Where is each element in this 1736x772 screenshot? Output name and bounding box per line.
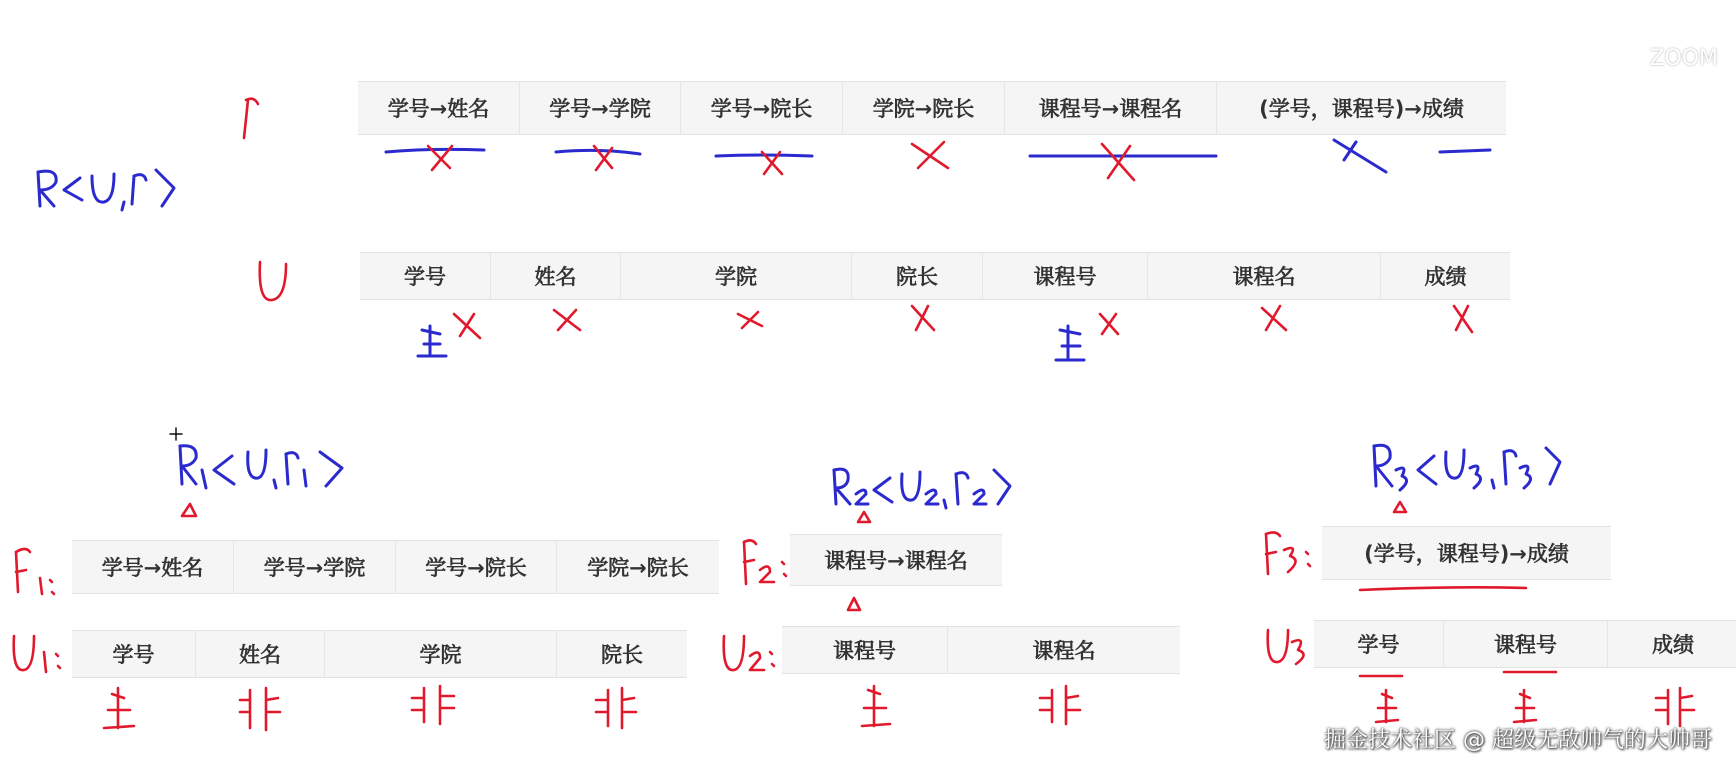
hand-label-u3 <box>1268 630 1304 664</box>
u-cell-1: 学号 <box>360 253 491 299</box>
u1-cell-2: 姓名 <box>196 631 325 677</box>
corner-logo: ZOOM <box>1649 46 1718 71</box>
f1-cell-4: 学院→院长 <box>587 556 689 580</box>
f2-cell-1: 课程号→课程名 <box>824 549 968 573</box>
marks-u2 <box>862 686 1080 726</box>
f3-cell-1: (学号，课程号)→成绩 <box>1364 542 1569 566</box>
hand-label-u1 <box>14 636 60 672</box>
hand-label-r1 <box>180 446 342 488</box>
hand-label-f2 <box>744 540 786 584</box>
u-cell-7: 成绩 <box>1424 265 1467 289</box>
watermark: 掘金技术社区 @ 超级无敌帅气的大帅哥 <box>1324 728 1712 753</box>
caret-r2 <box>858 512 870 522</box>
underline-f3 <box>1360 587 1526 590</box>
caret-f2 <box>848 598 860 610</box>
f-cell-4: 学院→院长 <box>843 82 1005 134</box>
u-cell-2: 姓名 <box>491 253 621 299</box>
f-cell-2: 学号→学院 <box>520 82 681 134</box>
u3-cell-3: 成绩 <box>1652 633 1694 657</box>
crosshair-cursor-icon <box>170 428 182 440</box>
caret-r3 <box>1394 502 1406 512</box>
u3-cell-1: 学号 <box>1314 621 1444 667</box>
hand-label-f3 <box>1266 532 1310 574</box>
hand-label-r2 <box>834 469 1010 508</box>
u-cell-5: 课程号 <box>983 253 1148 299</box>
u1-cell-3: 学院 <box>325 631 557 677</box>
f-cell-3: 学号→院长 <box>681 82 843 134</box>
hand-label-f1 <box>16 549 54 594</box>
f1-cell-3: 学号→院长 <box>396 541 557 593</box>
strike-marks-f <box>386 140 1490 180</box>
u1-cell-4: 院长 <box>601 643 643 667</box>
f1-cell-1: 学号→姓名 <box>72 541 234 593</box>
f-cell-1: 学号→姓名 <box>358 82 520 134</box>
hand-label-f <box>244 99 258 138</box>
hand-label-r-u-f <box>38 170 174 210</box>
u-cell-4: 院长 <box>852 253 983 299</box>
hand-label-u2 <box>724 636 774 670</box>
hand-label-r3 <box>1374 445 1560 490</box>
u-cell-6: 课程名 <box>1148 253 1381 299</box>
u1-cell-1: 学号 <box>72 631 196 677</box>
f-cell-5: 课程号→课程名 <box>1005 82 1217 134</box>
marks-u1 <box>104 686 636 730</box>
caret-r1 <box>182 504 196 516</box>
marks-u3 <box>1360 672 1694 726</box>
f1-cell-2: 学号→学院 <box>234 541 396 593</box>
u-cell-3: 学院 <box>621 253 852 299</box>
f-cell-6: (学号，课程号)→成绩 <box>1259 97 1464 121</box>
u3-cell-2: 课程号 <box>1444 621 1608 667</box>
u2-cell-1: 课程号 <box>782 627 948 673</box>
marks-u <box>418 306 1472 360</box>
u2-cell-2: 课程名 <box>1032 639 1096 663</box>
hand-label-u <box>260 262 286 300</box>
